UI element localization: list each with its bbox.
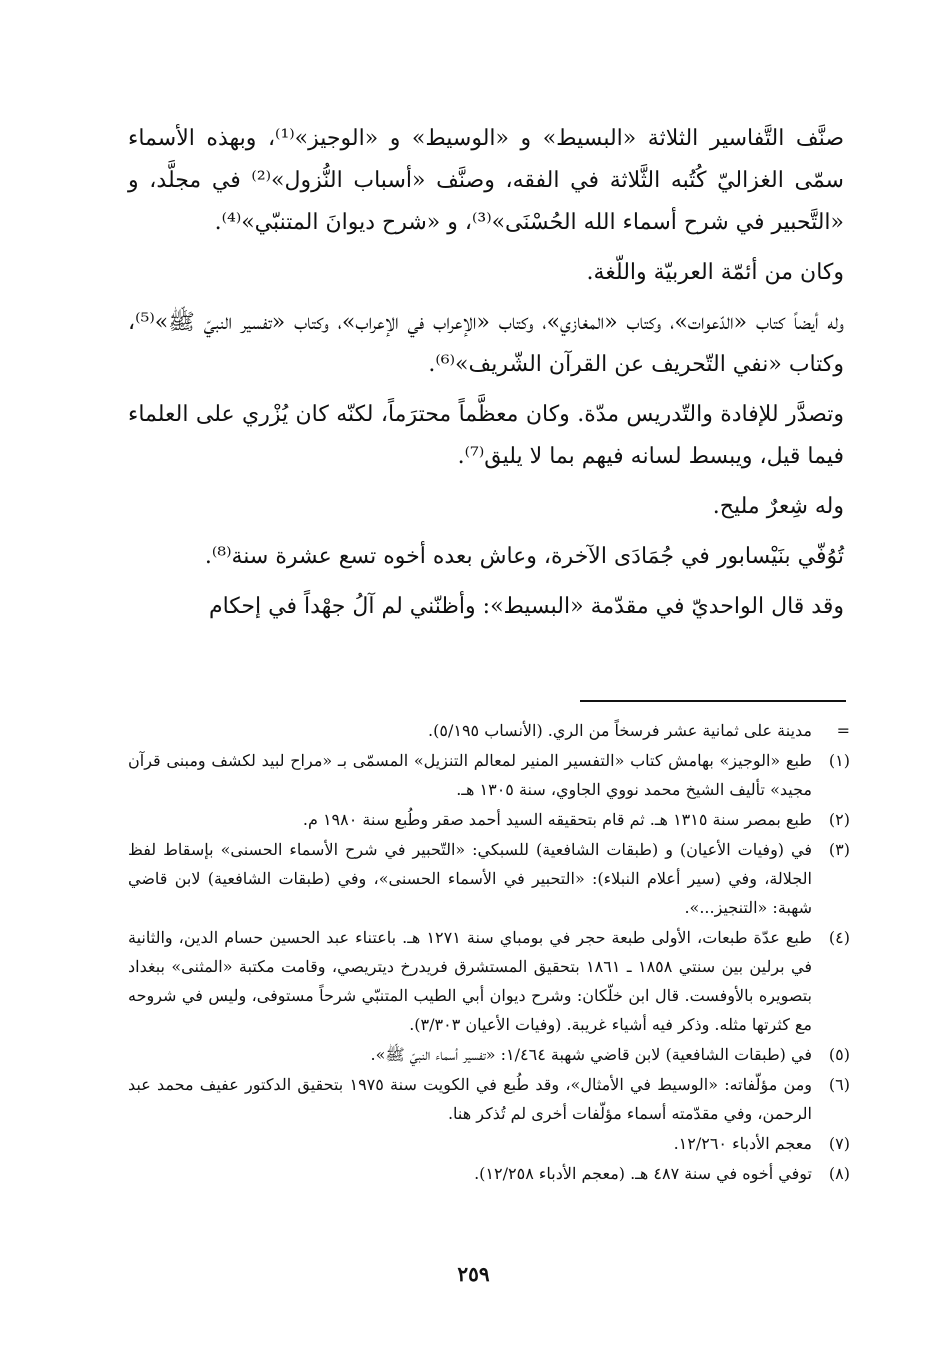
- main-text: [128, 118, 844, 636]
- footnote-5: [128, 1040, 850, 1069]
- footnote-text: طبع بمصر سنة ١٣١٥ هـ. ثم قام بتحقيقه السيد أحمد صقر وطُبع سنة ١٩٨٠ م.: [302, 810, 812, 829]
- footnote-8: [128, 1159, 850, 1188]
- footnote-number: (٤): [828, 928, 850, 947]
- footnote-text: طبع عدّة طبعات، الأولى طبعة حجر في بومباي سنة ١٢٧١ هـ. باعتناء عبد الحسين حسام الدين، والثانية في برلين بين سنتي ١٨٥٨ ـ ١٨٦١ بتحقيق المستشرق فريدرخ ديتريصي، وقامت مكتبة «المثنى» ببغداد بتصويره بالأوفست. قال ابن خلّكان: وشرح ديوان أبي الطيب المتنبّي شرحاً مستوفى، وليس في شروحه مع كثرتها مثله. وذكر فيه أشياء غريبة. (وفيات الأعيان ٣/٣٠٣).: [128, 928, 812, 1034]
- footnote-number: (٣): [828, 840, 850, 859]
- footnote-number: (٨): [828, 1164, 850, 1183]
- footnote-text: في (طبقات الشافعية) لابن قاضي شهبة ١/٤٦٤: «تفسير أسماء النبيّ ﷺ».: [370, 1045, 812, 1064]
- paragraph-4: وتصدَّر للإفادة والتّدريس مدّة. وكان معظَّماً محترَماً، لكنّه كان يُزْري على العلماء فيما قيل، ويبسط لسانه فيهم بما لا يليق⁽⁷⁾.: [128, 402, 844, 469]
- footnote-text: طبع «الوجيز» بهامش كتاب «التفسير المنير لمعالم التنزيل» المسمّى بـ «مراح لبيد لكشف ومبنى قرآن مجيد» تأليف الشيخ محمد نووي الجاوي، سنة ١٣٠٥ هـ.: [128, 751, 812, 799]
- footnote-text: توفي أخوه في سنة ٤٨٧ هـ. (معجم الأدباء ١٢/٢٥٨).: [474, 1164, 812, 1183]
- footnote-text: في (وفيات الأعيان) و (طبقات الشافعية) للسبكي: «التّحبير في شرح الأسماء الحسنى» بإسقاط لفظ الجلالة، وفي (سير أعلام النبلاء): «التحبير في الأسماء الحسنى»، وفي (طبقات الشافعية) لابن قاضي شهبة: «التنجيز...».: [128, 840, 813, 917]
- footnote-text: مدينة على ثمانية عشر فرسخاً من الري. (الأنساب ٥/١٩٥).: [428, 721, 812, 740]
- footnote-3: [128, 835, 850, 922]
- footnote-7: [128, 1129, 850, 1158]
- paragraph-2: وكان من أئمّة العربيّة واللّغة.: [586, 260, 844, 285]
- footnote-1: [128, 746, 850, 804]
- paragraph-6: تُوُفّي بنَيْسابور في جُمَادَى الآخرة، وعاش بعده أخوه تسع عشرة سنة⁽⁸⁾.: [204, 544, 844, 569]
- footnote-text: ومن مؤلّفاته: «الوسيط في الأمثال»، وقد طُبع في الكويت سنة ١٩٧٥ بتحقيق الدكتور عفيف محمد عبد الرحمن، وفي مقدّمته أسماء مؤلّفات أخرى لم تُذكر هنا.: [128, 1075, 813, 1123]
- footnote-divider: [580, 700, 846, 702]
- footnote-number: =: [836, 721, 850, 740]
- footnote-continuation: [128, 716, 850, 745]
- footnote-number: (٧): [828, 1134, 850, 1153]
- footnotes: [128, 716, 850, 1189]
- footnote-number: (٥): [828, 1045, 850, 1064]
- footnote-2: [128, 805, 850, 834]
- paragraph-3: وله أيضاً كتاب «الدّعوات»، وكتاب «المغازي»، وكتاب «الإعراب في الإعراب»، وكتاب «تفسير النبيّ ﷺ»⁽⁵⁾، وكتاب «نفي التّحريف عن القرآن الشّريف»⁽⁶⁾.: [128, 310, 844, 377]
- paragraph-1: صنَّف التَّفاسير الثلاثة «البسيط» و «الوسيط» و «الوجيز»⁽¹⁾، وبهذه الأسماء سمّى الغزاليّ كُتُبه الثَّلاثة في الفقه، وصنَّف «أسباب النُّزول»⁽²⁾ في مجلَّد، و «التَّحبير في شرح أسماء الله الحُسْنَى»⁽³⁾، و «شرح ديوانَ المتنبّي»⁽⁴⁾.: [128, 126, 845, 235]
- paragraph-5: وله شِعرٌ مليح.: [712, 494, 844, 519]
- page-number: ٢٥٩: [457, 1262, 490, 1286]
- footnote-6: [128, 1070, 850, 1128]
- footnote-number: (٢): [828, 810, 850, 829]
- footnote-4: [128, 923, 850, 1039]
- footnote-number: (٦): [828, 1075, 850, 1094]
- footnote-text: معجم الأدباء ١٢/٢٦٠.: [673, 1134, 812, 1153]
- footnote-number: (١): [828, 751, 850, 770]
- paragraph-7: وقد قال الواحديّ في مقدّمة «البسيط»: وأظنّني لم آلُ جهْداً في إحكام: [208, 594, 844, 619]
